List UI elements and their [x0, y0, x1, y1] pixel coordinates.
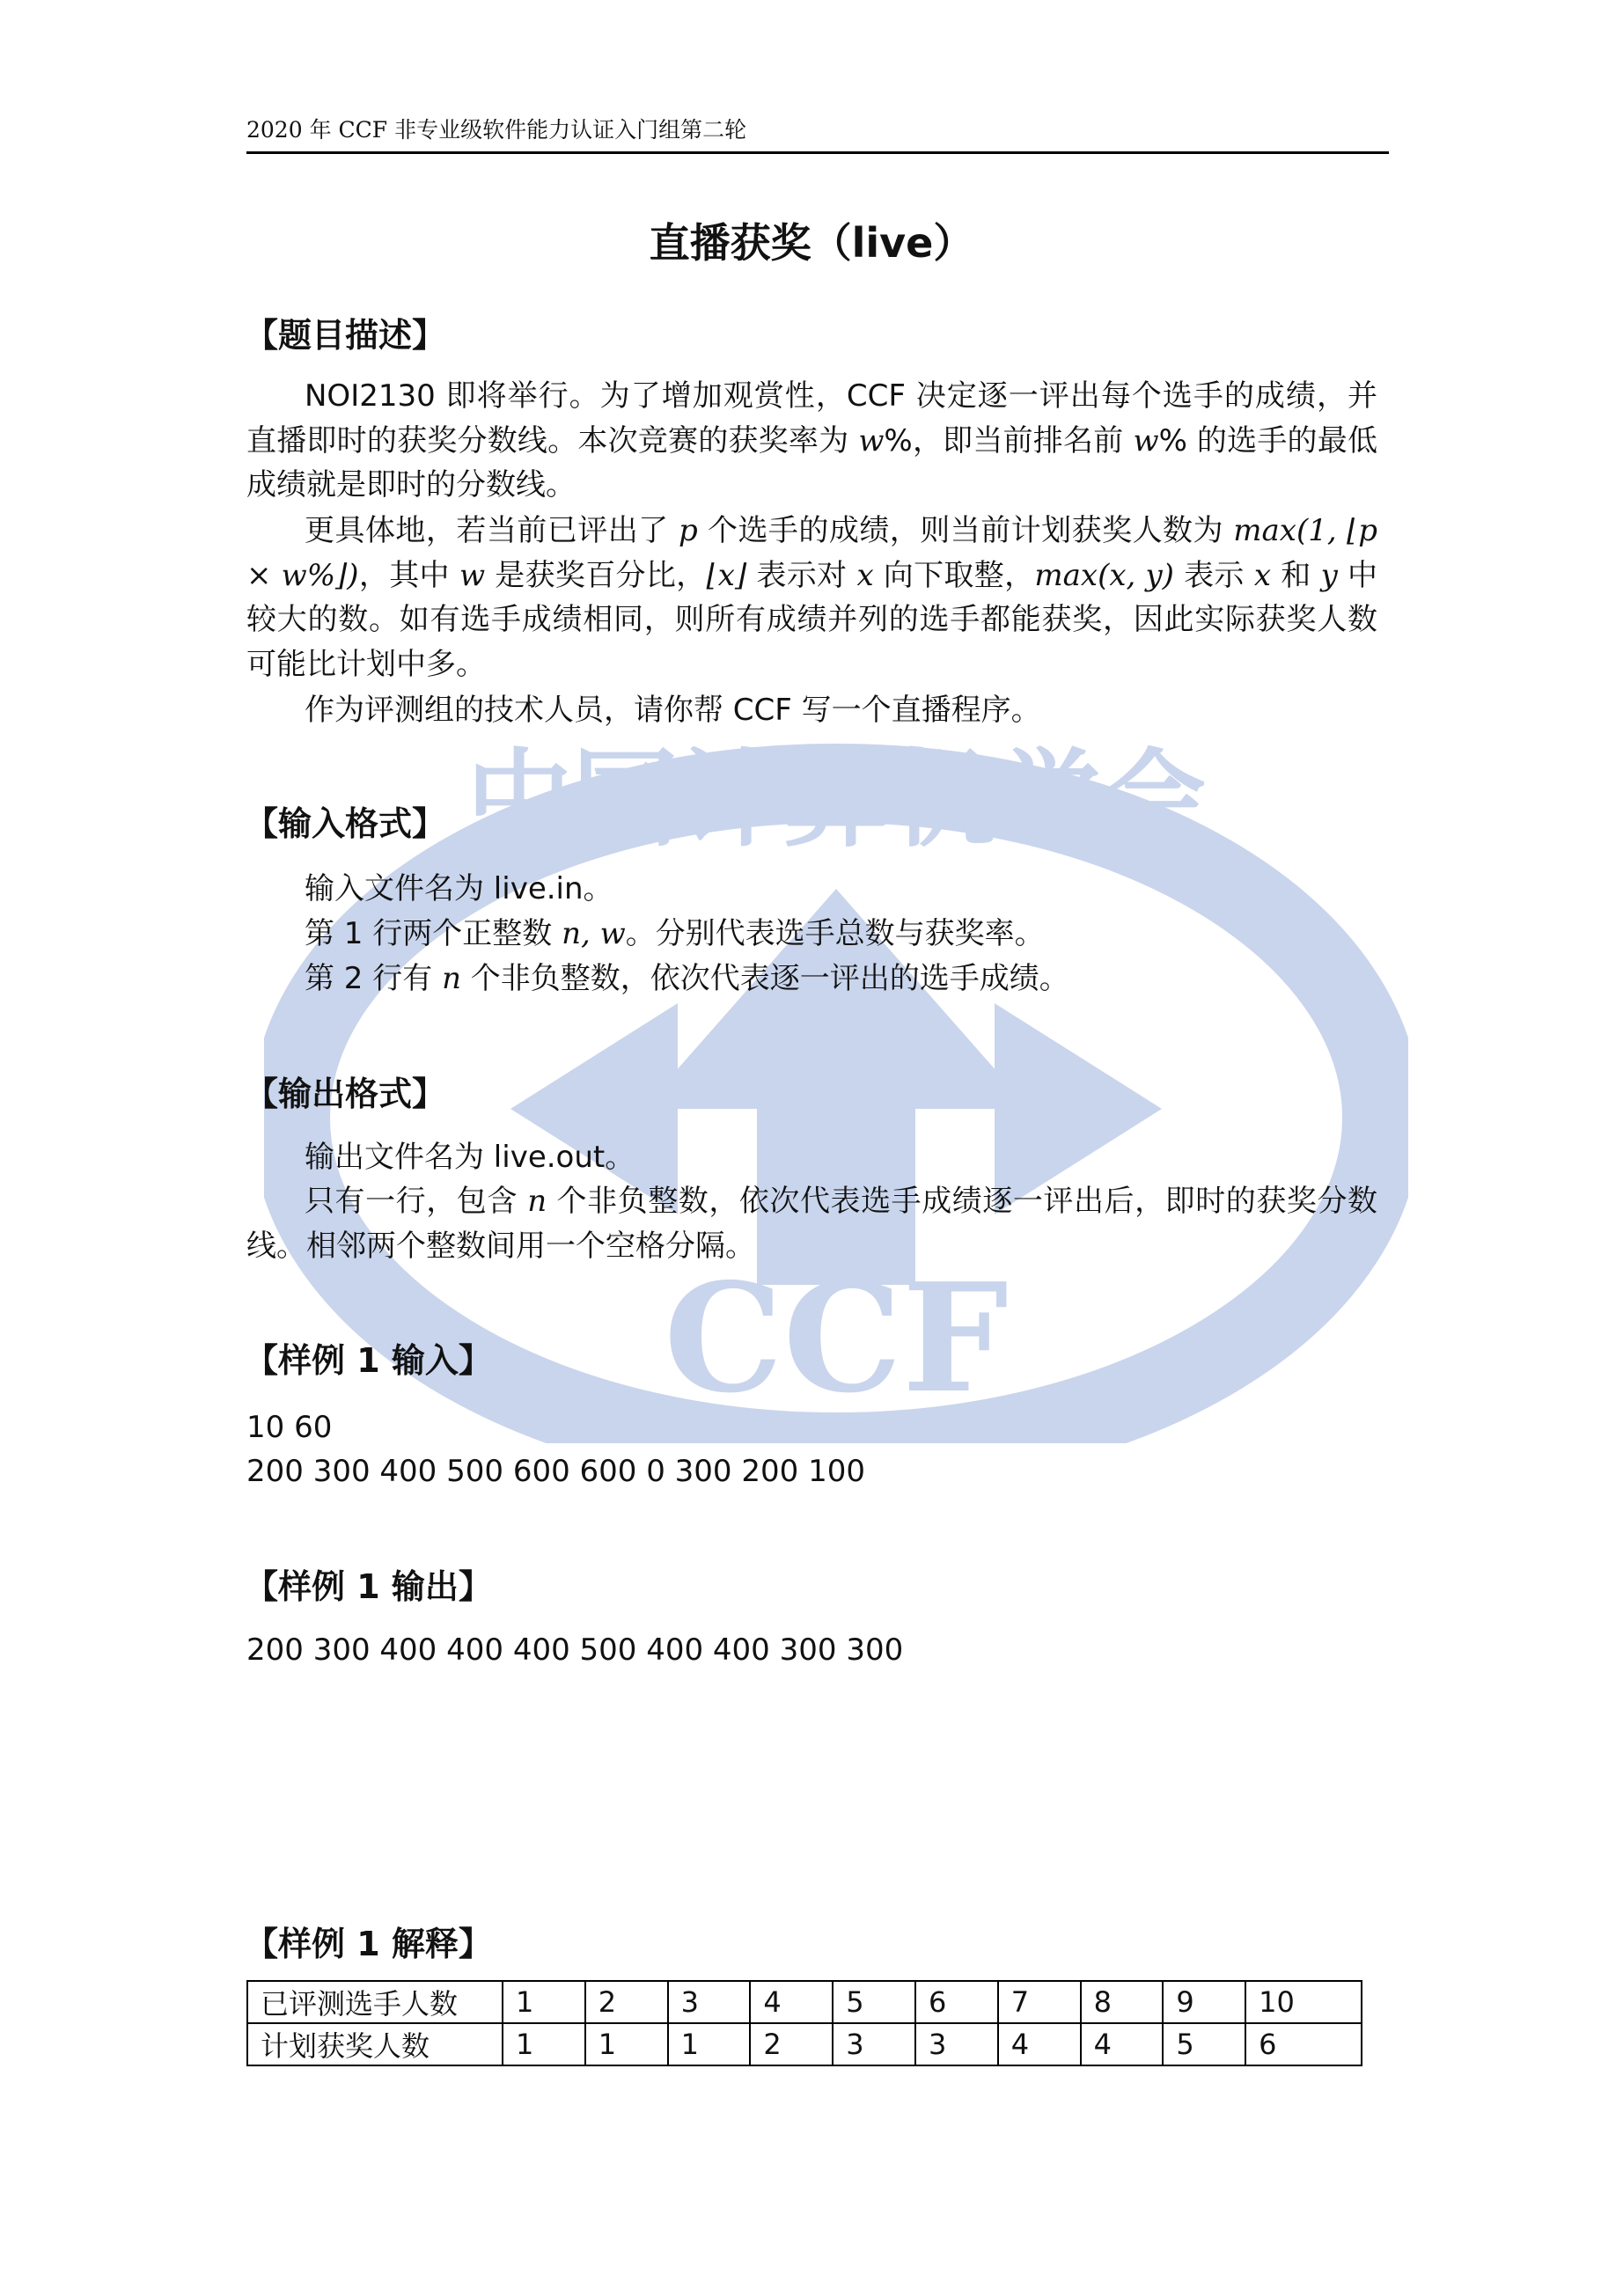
output-format-line-1: 输出文件名为 live.out。: [305, 1140, 635, 1175]
watermark-text: 中国计算机学会: [466, 739, 1206, 862]
table-cell: 8: [1081, 1981, 1164, 2023]
sample-input-line-2: 200 300 400 500 600 600 0 300 200 100: [246, 1454, 865, 1489]
table-cell: 6: [915, 1981, 998, 2023]
input-format-line-3: 第 2 行有 n 个非负整数，依次代表逐一评出的选手成绩。: [305, 961, 1069, 996]
page-header-text: 2020 年 CCF 非专业级软件能力认证入门组第二轮: [246, 117, 747, 143]
table-cell: 1: [503, 1981, 585, 2023]
table-cell: 1: [668, 2023, 751, 2065]
table-row-label: 已评测选手人数: [247, 1981, 503, 2023]
sample-output-line-1: 200 300 400 400 400 500 400 400 300 300: [246, 1632, 904, 1668]
table-cell: 2: [585, 1981, 668, 2023]
table-cell: 9: [1163, 1981, 1245, 2023]
sample-input-heading: 【样例 1 输入】: [245, 1341, 492, 1380]
table-cell: 7: [998, 1981, 1081, 2023]
sample-explanation-table: [246, 1980, 1362, 2066]
table-cell: 2: [750, 2023, 833, 2065]
table-cell: 3: [915, 2023, 998, 2065]
table-cell: 4: [1081, 2023, 1164, 2065]
table-cell: 1: [585, 2023, 668, 2065]
table-cell: 1: [503, 2023, 585, 2065]
description-paragraph-3: 作为评测组的技术人员，请你帮 CCF 写一个直播程序。: [305, 693, 1041, 728]
table-row: [247, 1981, 1362, 2023]
description-heading: 【题目描述】: [245, 316, 446, 355]
table-cell: 3: [668, 1981, 751, 2023]
table-cell: 4: [998, 2023, 1081, 2065]
table-row: [247, 2023, 1362, 2065]
output-format-heading: 【输出格式】: [245, 1075, 446, 1113]
input-format-heading: 【输入格式】: [245, 804, 446, 843]
table-row-label: 计划获奖人数: [247, 2023, 503, 2065]
description-paragraph-2: 更具体地，若当前已评出了 p 个选手的成绩，则当前计划获奖人数为 max(1, ⌊p × w%⌋)，其中 w 是获奖百分比，⌊x⌋ 表示对 x 向下取整，max(x, y) 表示 x 和 y 中较大的数。如有选手成绩相同，则所有成绩并列的选手都能获奖，因此实际获奖人数可能比计划中多。: [246, 513, 1378, 682]
table-cell: 3: [833, 2023, 915, 2065]
page-header: [246, 113, 1389, 154]
table-cell: 5: [833, 1981, 915, 2023]
watermark-logo-text: CCF: [664, 1251, 1009, 1427]
output-format-line-2: 只有一行，包含 n 个非负整数，依次代表选手成绩逐一评出后，即时的获奖分数线。相邻两个整数间用一个空格分隔。: [246, 1184, 1377, 1264]
input-format-line-1: 输入文件名为 live.in。: [305, 871, 613, 906]
table-cell: 10: [1245, 1981, 1362, 2023]
sample-explanation-heading: 【样例 1 解释】: [245, 1925, 492, 1963]
table-cell: 6: [1245, 2023, 1362, 2065]
input-format-line-2: 第 1 行两个正整数 n, w。分别代表选手总数与获奖率。: [305, 916, 1045, 951]
sample-output-heading: 【样例 1 输出】: [245, 1567, 492, 1606]
table-cell: 4: [750, 1981, 833, 2023]
description-paragraph-1: NOI2130 即将举行。为了增加观赏性，CCF 决定逐一评出每个选手的成绩，并直播即时的获奖分数线。本次竞赛的获奖率为 w%，即当前排名前 w% 的选手的最低成绩就是即时的分数线。: [246, 378, 1377, 502]
problem-title: 直播获奖（live）: [649, 219, 974, 267]
sample-input-line-1: 10 60: [246, 1410, 333, 1445]
table-cell: 5: [1163, 2023, 1245, 2065]
